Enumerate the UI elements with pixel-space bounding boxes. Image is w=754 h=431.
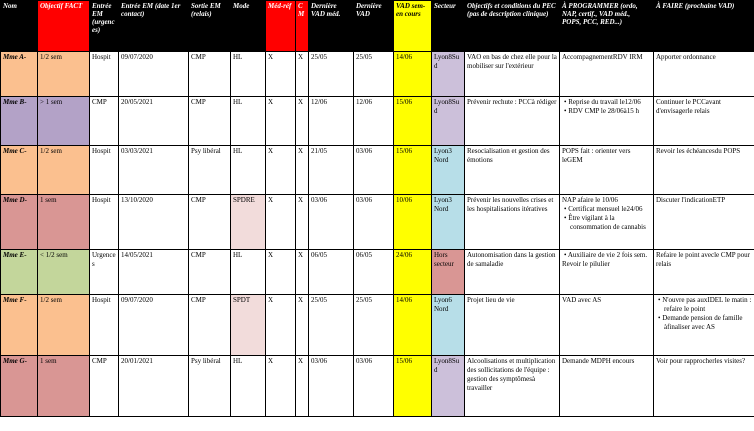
cell-faire	[654, 356, 754, 417]
cell-cm: X	[296, 97, 309, 146]
programmer-item: • Auxiliaire de vie 2 fois sem.	[564, 251, 648, 259]
programmer-item: NAP afaire le 10/06	[562, 196, 618, 204]
programmer-item: AccompagnementRDV IRM	[562, 53, 643, 61]
cell-date: 09/07/2020	[119, 295, 189, 356]
cell-med-ref: X	[266, 146, 296, 195]
cell-programmer	[560, 250, 654, 295]
cell-entree: Hospit	[90, 195, 119, 250]
programmer-item: Revoir le pilulier	[562, 260, 610, 268]
cell-date: 13/10/2020	[119, 195, 189, 250]
header-secteur: Secteur	[432, 1, 465, 52]
cell-secteur: Lyon3 Nord	[432, 146, 465, 195]
cell-vad: 25/05	[354, 52, 394, 97]
cell-cm: X	[296, 146, 309, 195]
cell-cm: X	[296, 250, 309, 295]
header-nom: Nom	[1, 1, 38, 52]
faire-item: Refaire le point avecle CMP pour relais	[656, 251, 751, 268]
header-derniere-vad: Dernière VAD	[354, 1, 394, 52]
header-row	[1, 1, 754, 52]
cell-mode: HL	[231, 356, 266, 417]
cell-objectifs: Alcoolisations et multiplication des sollicitations de l'équipe : gestion des symptômesà travailler	[465, 356, 560, 417]
cell-secteur: Lyon6 Nord	[432, 295, 465, 356]
cell-sortie: Psy libéral	[189, 356, 231, 417]
programmer-item: POPS fait : orienter vers leGEM	[562, 147, 631, 164]
cell-objectifs: Autonomisation dans la gestion de samaladie	[465, 250, 560, 295]
cell-vad-sem: 14/06	[394, 295, 432, 356]
cell-faire	[654, 295, 754, 356]
programmer-item: • Certificat mensuel le24/06	[564, 205, 643, 213]
cell-entree: CMP	[90, 356, 119, 417]
header-vad-sem-en-cours: VAD sem- en cours	[394, 1, 432, 52]
table-row	[1, 146, 754, 195]
cell-med-ref: X	[266, 195, 296, 250]
cell-mode: SPDT	[231, 295, 266, 356]
faire-item: Revoir les échéancesdu POPS	[656, 147, 741, 155]
cell-entree: Urgences	[90, 250, 119, 295]
header-sortie-em: Sortie EM (relais)	[189, 1, 231, 52]
cell-secteur: Lyon8Sud	[432, 52, 465, 97]
table-row	[1, 195, 754, 250]
cell-med-ref: X	[266, 356, 296, 417]
cell-vad: 03/06	[354, 356, 394, 417]
cell-nom: Mme D-	[1, 195, 38, 250]
programmer-item: Demande MDPH encours	[562, 357, 635, 365]
cell-vad: 03/06	[354, 195, 394, 250]
cell-sortie: Psy libéral	[189, 146, 231, 195]
cell-objectifs: Prévenir rechute : PCCà rédiger	[465, 97, 560, 146]
cell-date: 03/03/2021	[119, 146, 189, 195]
header-entree-em-date: Entrée EM (date 1er contact)	[119, 1, 189, 52]
cell-med-ref: X	[266, 250, 296, 295]
cell-mode: SPDRE	[231, 195, 266, 250]
cell-nom: Mme G-	[1, 356, 38, 417]
cell-mode: HL	[231, 146, 266, 195]
faire-item: • N'ouvre pas auxIDEL le matin : refaire le point	[658, 296, 752, 313]
cell-nom: Mme C-	[1, 146, 38, 195]
cell-entree: Hospit	[90, 146, 119, 195]
cell-date: 14/05/2021	[119, 250, 189, 295]
cell-secteur: Lyon3 Nord	[432, 195, 465, 250]
header-derniere-vad-med: Dernière VAD méd.	[309, 1, 354, 52]
cell-programmer	[560, 195, 654, 250]
cell-vad-med: 12/06	[309, 97, 354, 146]
cell-sortie: CMP	[189, 250, 231, 295]
header-objectif-fact: Objectif FACT	[38, 1, 90, 52]
table-row	[1, 52, 754, 97]
cell-vad-med: 25/05	[309, 295, 354, 356]
cell-objectif: > 1 sem	[38, 97, 90, 146]
cell-cm: X	[296, 356, 309, 417]
cell-objectifs: Resocialisation et gestion des émotions	[465, 146, 560, 195]
cell-date: 20/05/2021	[119, 97, 189, 146]
header-cm: CM	[296, 1, 309, 52]
cell-sortie: CMP	[189, 52, 231, 97]
faire-item: Apporter ordonnance	[656, 53, 716, 61]
cell-objectif: 1 sem	[38, 356, 90, 417]
cell-programmer	[560, 52, 654, 97]
cell-vad: 25/05	[354, 295, 394, 356]
programmer-item: • Être vigilant à la consommation de cannabis	[564, 214, 646, 231]
cell-secteur: Lyon8Sud	[432, 356, 465, 417]
faire-item: Discuter l'indicationETP	[656, 196, 726, 204]
cell-faire	[654, 52, 754, 97]
cell-vad-sem: 15/06	[394, 356, 432, 417]
cell-objectif: < 1/2 sem	[38, 250, 90, 295]
cell-programmer	[560, 146, 654, 195]
table-row	[1, 250, 754, 295]
cell-vad: 03/06	[354, 146, 394, 195]
header-a-faire: À FAIRE (prochaine VAD)	[654, 1, 754, 52]
faire-item: Voir pour rapprocherles visites?	[656, 357, 746, 365]
cell-sortie: CMP	[189, 295, 231, 356]
cell-entree: CMP	[90, 97, 119, 146]
cell-secteur: Hors secteur	[432, 250, 465, 295]
cell-objectif: 1 sem	[38, 195, 90, 250]
cell-vad-med: 21/05	[309, 146, 354, 195]
cell-programmer	[560, 295, 654, 356]
table-row	[1, 356, 754, 417]
header-objectifs: Objectifs et conditions du PEC (pas de description clinique)	[465, 1, 560, 52]
cell-med-ref: X	[266, 52, 296, 97]
cell-vad-sem: 15/06	[394, 146, 432, 195]
cell-faire	[654, 97, 754, 146]
cell-vad-med: 03/06	[309, 356, 354, 417]
cell-objectif: 1/2 sem	[38, 295, 90, 356]
cell-objectifs: VAO en bas de chez elle pour la mobiliser sur l'extérieur	[465, 52, 560, 97]
cell-vad-sem: 14/06	[394, 52, 432, 97]
cell-nom: Mme B-	[1, 97, 38, 146]
cell-nom: Mme F-	[1, 295, 38, 356]
programmer-item: VAD avec AS	[562, 296, 602, 304]
cell-mode: HL	[231, 52, 266, 97]
cell-programmer	[560, 356, 654, 417]
cell-vad-med: 03/06	[309, 195, 354, 250]
cell-vad-med: 25/05	[309, 52, 354, 97]
cell-date: 20/01/2021	[119, 356, 189, 417]
cell-faire	[654, 195, 754, 250]
faire-item: • Demande pension de famille àfinaliser avec AS	[658, 314, 743, 331]
table-row	[1, 97, 754, 146]
header-mode: Mode	[231, 1, 266, 52]
cell-objectifs: Prévenir les nouvelles crises et les hospitalisations itératives	[465, 195, 560, 250]
programmer-item: • Reprise du travail le12/06	[564, 98, 641, 106]
cell-entree: Hospit	[90, 52, 119, 97]
header-med-ref: Méd-réf	[266, 1, 296, 52]
header-a-programmer: À PROGRAMMER (ordo, NAP, certif., VAD méd., POPS, PCC, RED...)	[560, 1, 654, 52]
cell-date: 09/07/2020	[119, 52, 189, 97]
cell-programmer	[560, 97, 654, 146]
cell-sortie: CMP	[189, 97, 231, 146]
cell-vad-med: 06/05	[309, 250, 354, 295]
cell-mode: HL	[231, 97, 266, 146]
cell-cm: X	[296, 295, 309, 356]
cell-objectif: 1/2 sem	[38, 52, 90, 97]
cell-objectif: 1/2 sem	[38, 146, 90, 195]
cell-vad-sem: 24/06	[394, 250, 432, 295]
cell-med-ref: X	[266, 97, 296, 146]
cell-sortie: CMP	[189, 195, 231, 250]
cell-vad-sem: 15/06	[394, 97, 432, 146]
cell-faire	[654, 250, 754, 295]
cell-vad-sem: 10/06	[394, 195, 432, 250]
programmer-item: • RDV CMP le 28/06à15 h	[564, 107, 639, 115]
cell-mode: HL	[231, 250, 266, 295]
cell-nom: Mme E-	[1, 250, 38, 295]
cell-cm: X	[296, 52, 309, 97]
cell-vad: 06/05	[354, 250, 394, 295]
cell-objectifs: Projet lieu de vie	[465, 295, 560, 356]
cell-faire	[654, 146, 754, 195]
cell-med-ref: X	[266, 295, 296, 356]
cell-cm: X	[296, 195, 309, 250]
cell-vad: 12/06	[354, 97, 394, 146]
cell-entree: Hospit	[90, 295, 119, 356]
header-entree-em: Entrée EM (urgences)	[90, 1, 119, 52]
cell-secteur: Lyon8Sud	[432, 97, 465, 146]
faire-item: Continuer le PCCavant d'envisagerle relais	[656, 98, 721, 115]
cell-nom: Mme A-	[1, 52, 38, 97]
table-row	[1, 295, 754, 356]
